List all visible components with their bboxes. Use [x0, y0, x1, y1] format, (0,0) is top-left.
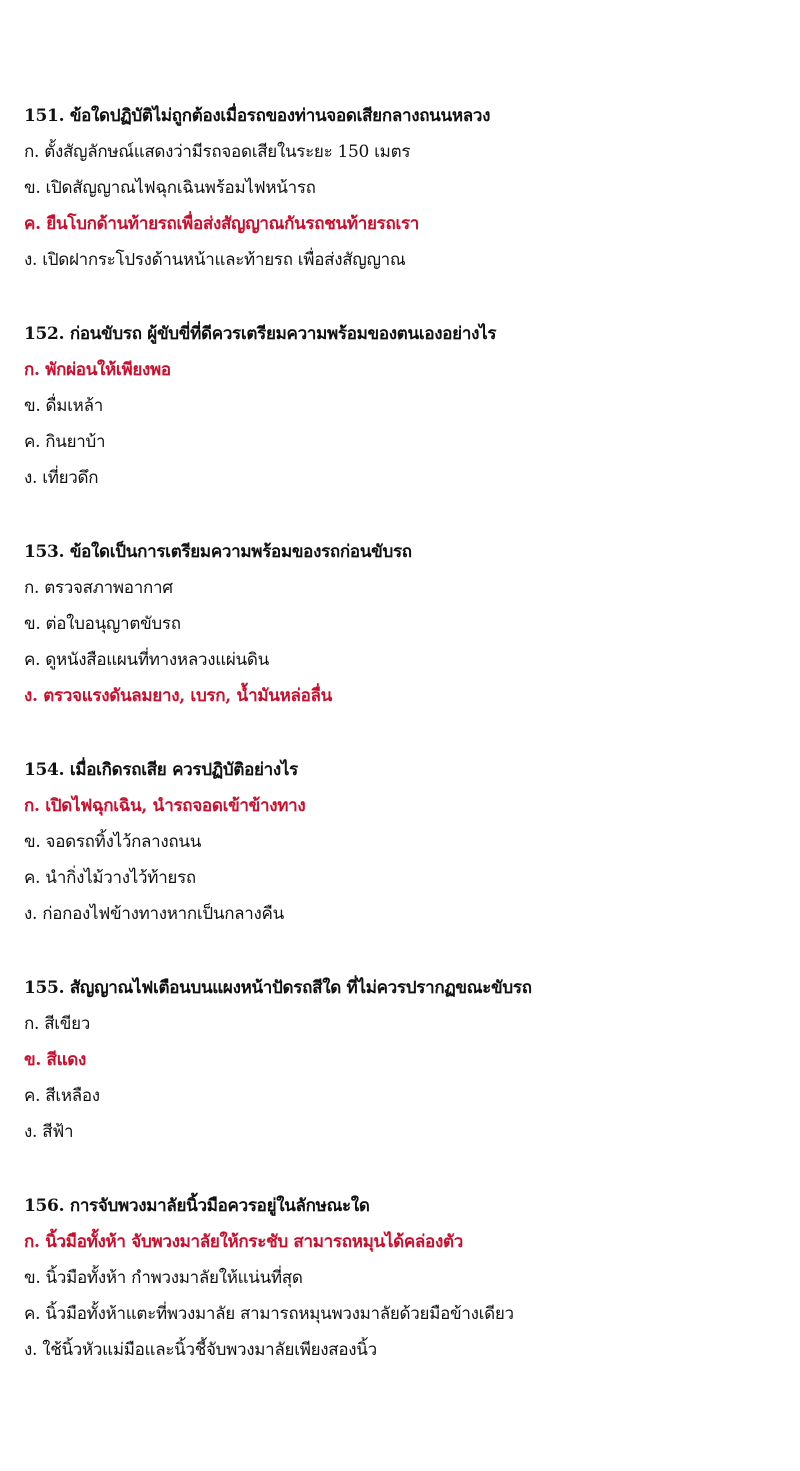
- choice-b: ข. เปิดสัญญาณไฟฉุกเฉินพร้อมไฟหน้ารถ: [24, 178, 316, 198]
- question-title: 156. การจับพวงมาลัยนิ้วมือควรอยู่ในลักษณะใด: [24, 1196, 370, 1216]
- question-title: 154. เมื่อเกิดรถเสีย ควรปฏิบัติอย่างไร: [24, 760, 298, 780]
- choice-b: ข. ดื่มเหล้า: [24, 396, 103, 416]
- choice-a: ก. ตั้งสัญลักษณ์แสดงว่ามีรถจอดเสียในระยะ 150 เมตร: [24, 142, 411, 162]
- question-title: 152. ก่อนขับรถ ผู้ขับขี่ที่ดีควรเตรียมความพร้อมของตนเองอย่างไร: [24, 324, 497, 344]
- choice-c: ค. นิ้วมือทั้งห้าแตะที่พวงมาลัย สามารถหมุนพวงมาลัยด้วยมือข้างเดียว: [24, 1304, 514, 1324]
- quiz-document: [24, 98, 784, 1406]
- choice-d: ง. สีฟ้า: [24, 1122, 74, 1142]
- choice-d: ง. ใช้นิ้วหัวแม่มือและนิ้วชี้จับพวงมาลัยเพียงสองนิ้ว: [24, 1340, 377, 1360]
- question-title: 153. ข้อใดเป็นการเตรียมความพร้อมของรถก่อนขับรถ: [24, 542, 412, 562]
- question-154: [24, 752, 784, 970]
- choice-c: ค. สีเหลือง: [24, 1086, 100, 1106]
- choice-c-correct-answer: ค. ยืนโบกด้านท้ายรถเพื่อส่งสัญญาณกันรถชนท้ายรถเรา: [24, 214, 420, 234]
- question-title: 151. ข้อใดปฏิบัติไม่ถูกต้องเมื่อรถของท่านจอดเสียกลางถนนหลวง: [24, 106, 491, 126]
- question-151: [24, 98, 784, 316]
- choice-b: ข. ต่อใบอนุญาตขับรถ: [24, 614, 181, 634]
- choice-b: ข. จอดรถทิ้งไว้กลางถนน: [24, 832, 202, 852]
- choice-d: ง. เปิดฝากระโปรงด้านหน้าและท้ายรถ เพื่อส่งสัญญาณ: [24, 250, 406, 270]
- choice-a: ก. สีเขียว: [24, 1014, 91, 1034]
- choice-c: ค. ดูหนังสือแผนที่ทางหลวงแผ่นดิน: [24, 650, 269, 670]
- choice-a-correct-answer: ก. เปิดไฟฉุกเฉิน, นำรถจอดเข้าข้างทาง: [24, 796, 306, 816]
- choice-c: ค. นำกิ่งไม้วางไว้ท้ายรถ: [24, 868, 196, 888]
- choice-a-correct-answer: ก. พักผ่อนให้เพียงพอ: [24, 360, 171, 380]
- question-152: [24, 316, 784, 534]
- question-153: [24, 534, 784, 752]
- question-155: [24, 970, 784, 1188]
- question-156: [24, 1188, 784, 1406]
- choice-d-correct-answer: ง. ตรวจแรงดันลมยาง, เบรก, น้ำมันหล่อลื่น: [24, 686, 332, 706]
- choice-b: ข. นิ้วมือทั้งห้า กำพวงมาลัยให้แน่นที่สุด: [24, 1268, 303, 1288]
- choice-d: ง. เที่ยวดึก: [24, 468, 99, 488]
- choice-b-correct-answer: ข. สีแดง: [24, 1050, 87, 1070]
- question-title: 155. สัญญาณไฟเตือนบนแผงหน้าปัดรถสีใด ที่ไม่ควรปรากฏขณะขับรถ: [24, 978, 532, 998]
- choice-c: ค. กินยาบ้า: [24, 432, 106, 452]
- choice-a-correct-answer: ก. นิ้วมือทั้งห้า จับพวงมาลัยให้กระชับ สามารถหมุนได้คล่องตัว: [24, 1232, 463, 1252]
- choice-a: ก. ตรวจสภาพอากาศ: [24, 578, 173, 598]
- choice-d: ง. ก่อกองไฟข้างทางหากเป็นกลางคืน: [24, 904, 284, 924]
